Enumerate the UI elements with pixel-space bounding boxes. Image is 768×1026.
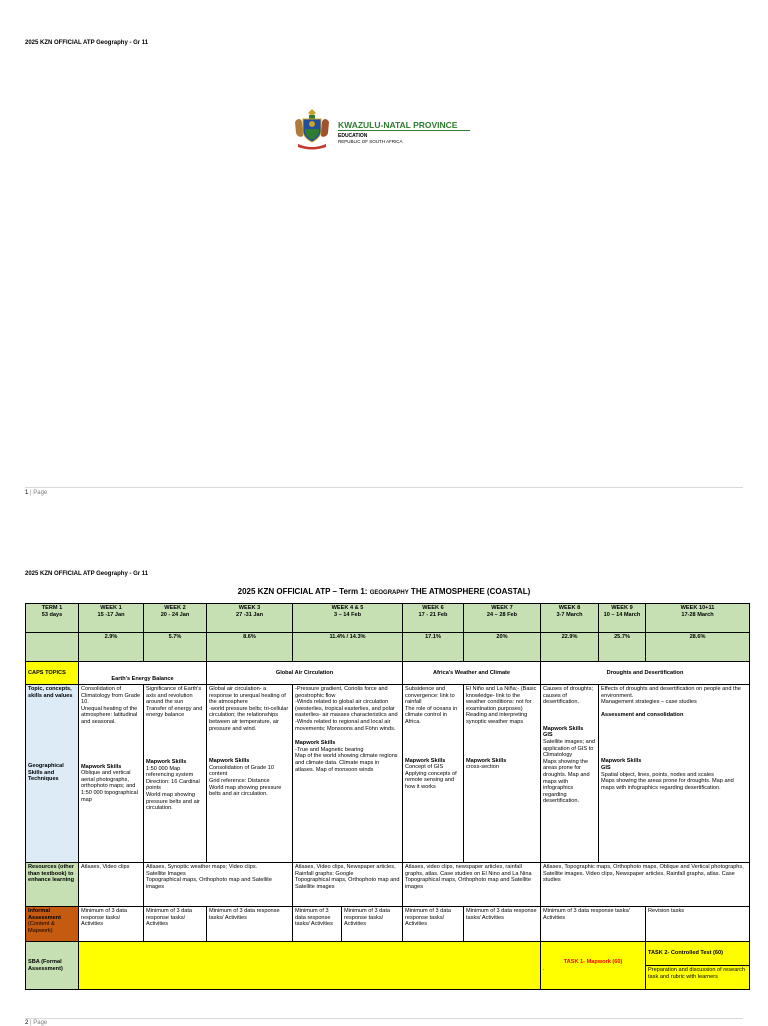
week-cell: WEEK 4 & 5 3 – 14 Feb	[293, 604, 403, 633]
logo-country: REPUBLIC OF SOUTH AFRICA	[338, 139, 403, 144]
topic-label-cell: Topic, concepts, skills and values Geographical Skills and Techniques	[26, 685, 79, 863]
sba-empty-cell	[79, 942, 541, 990]
week-header-row	[26, 604, 750, 633]
week6-cell: Subsidence and convergence: link to rainfall The role of oceans in climate control in Africa. Mapwork Skills Concept of GIS Applying concepts of remote sensing and how it works	[403, 685, 464, 863]
week8-cell: Causes of droughts; causes of desertification. Mapwork Skills GIS Satellite images; and application of GIS to Climatology Maps showing the areas prone for droughts. Map and maps with infographics regarding desertification.	[541, 685, 599, 863]
title-part: 2025 KZN OFFICIAL ATP – Term 1:	[237, 587, 370, 596]
week7-cell: El Niño and La Niña;- (Basic knowledge- link to the weather conditions: not for examination purposes) Reading and interpreting synoptic weather maps Mapwork Skills cross-section	[464, 685, 541, 863]
resource-cell: Atlases, Synoptic weather maps; Video clips. Satellite Images Topographical maps, Orthophoto map and Satellite images	[144, 863, 293, 907]
logo-dept: EDUCATION	[338, 133, 368, 139]
caps-topic: Africa's Weather and Climate	[403, 662, 541, 685]
page-header: 2025 KZN OFFICIAL ATP Geography - Gr 11	[25, 40, 149, 46]
week-cell: WEEK 10+11 17-28 March	[646, 604, 750, 633]
informal-cell: Minimum of 3 data response tasks/ Activities	[207, 907, 293, 942]
percent-cell: 22.9%	[541, 633, 599, 662]
week-cell: WEEK 9 10 – 14 March	[599, 604, 646, 633]
week-cell: WEEK 2 20 - 24 Jan	[144, 604, 207, 633]
page-number: 1	[25, 490, 29, 496]
sba-task2-note: Preparation and discussion of research task and rubric with learners	[646, 966, 750, 990]
percent-cell: 17.1%	[403, 633, 464, 662]
percent-row	[26, 633, 750, 662]
percent-cell: 2.9%	[79, 633, 144, 662]
atp-table	[25, 603, 750, 990]
sba-row	[26, 942, 750, 966]
resource-cell: Atlases, Video clips, Newspaper articles, Rainfall graphs: Google Topographical maps, Orthophoto map and Satellite images	[293, 863, 403, 907]
week3-cell: Global air circulation- a response to unequal heating of the atmosphere -world pressure belts; tri-cellular circulation; the relationships between air temperature, air pressure and wind. Mapwork Skills Consolidation of Grade 10 content Grid reference: Distance World map showing pressure belts and air circulation.	[207, 685, 293, 863]
page-header: 2025 KZN OFFICIAL ATP Geography - Gr 11	[25, 571, 149, 577]
informal-cell: Minimum of 3 data response tasks/ Activities	[293, 907, 342, 942]
title-subject: GEOGRAPHY	[369, 590, 409, 596]
sba-task2-cell: TASK 2- Controlled Test (60)	[646, 942, 750, 966]
caps-topic: Droughts and Desertification	[541, 662, 750, 685]
week-cell: WEEK 1 15 -17 Jan	[79, 604, 144, 633]
percent-cell: 11.4% / 14.3%	[293, 633, 403, 662]
logo-province-name: KWAZULU-NATAL PROVINCE	[338, 120, 458, 130]
week-cell: WEEK 8 3-7 March	[541, 604, 599, 633]
footer-divider	[25, 1018, 743, 1019]
informal-cell: Minimum of 3 data response tasks/ Activities	[342, 907, 403, 942]
page-number: 2	[25, 1020, 29, 1026]
percent-cell: 28.6%	[646, 633, 750, 662]
informal-label: Informal Assessment (Content & Mapwork)	[26, 907, 79, 942]
resources-row	[26, 863, 750, 907]
title-part: THE ATMOSPHERE (COASTAL)	[408, 587, 531, 596]
sba-label: SBA (Formal Assessment)	[26, 942, 79, 990]
resource-cell: Atlases, Topographic maps, Orthophoto maps, Oblique and Vertical photographs, Satellite images. Video clips, Newspaper articles, Rainfall graphs, atlas. Case studies	[541, 863, 750, 907]
informal-cell: Minimum of 3 data response tasks/ Activities	[464, 907, 541, 942]
document-title	[0, 587, 768, 596]
caps-label: CAPS TOPICS	[26, 662, 79, 685]
percent-cell: 8.6%	[207, 633, 293, 662]
footer-divider	[25, 487, 743, 488]
percent-cell: 5.7%	[144, 633, 207, 662]
page-word: Page	[33, 1020, 48, 1026]
informal-cell: Minimum of 3 data response tasks/ Activities	[79, 907, 144, 942]
informal-assessment-row	[26, 907, 750, 942]
caps-topic: Global Air Circulation	[207, 662, 403, 685]
topics-row	[26, 685, 750, 863]
resource-cell: Atlases, video clips, newspaper articles, rainfall graphs, atlas. Case studies on El Nino and La Nina Topographical maps, Orthophoto map and Satellite images	[403, 863, 541, 907]
week-cell: WEEK 3 27 -31 Jan	[207, 604, 293, 633]
informal-cell: Minimum of 3 data response tasks/ Activities	[144, 907, 207, 942]
week-cell: WEEK 6 17 - 21 Feb	[403, 604, 464, 633]
sba-task1-cell: TASK 1- Mapwork (60) .	[541, 942, 646, 990]
caps-topics-row	[26, 662, 750, 685]
caps-topic: Earth's Energy Balance	[79, 662, 207, 685]
resources-label: Resources (other than textbook) to enhance learning	[26, 863, 79, 907]
week1-cell: Consolidation of Climatology from Grade 10. Unequal heating of the atmosphere: latitudinal and seasonal. Mapwork Skills Oblique and vertical aerial photographs, orthophoto maps; and 1:50 000 topographical map	[79, 685, 144, 863]
week-cell: WEEK 7 24 – 28 Feb	[464, 604, 541, 633]
resource-cell: Atlases, Video clips	[79, 863, 144, 907]
week45-cell: -Pressure gradient, Coriolis force and geostrophic flow -Winds related to global air circulation (westerlies, tropical easterlies, and polar easterlies- air masses characteristics and -Winds related to regional and local air movements; Monsoons and Föhn winds. Mapwork Skills -True and Magnetic bearing Map of the world showing climate regions and climate data. Climate maps in atlases. Map of monsoon winds	[293, 685, 403, 863]
informal-cell: Minimum of 3 data response tasks/ Activities	[403, 907, 464, 942]
page-footer: 1 | Page	[25, 490, 48, 496]
percent-cell: 25.7%	[599, 633, 646, 662]
week2-cell: Significance of Earth's axis and revolution around the sun Transfer of energy and energy balance Mapwork Skills 1:50 000 Map referencing system Direction: 16 Cardinal points World map showing pressure belts and air circulation.	[144, 685, 207, 863]
week9-11-cell: Effects of droughts and desertification on people and the environment. Management strategies – case studies Assessment and consolidation Mapwork Skills GIS Spatial object, lines, points, nodes and scales Maps showing the areas prone for droughts. Map and maps with infographics regarding desertification.	[599, 685, 750, 863]
term-empty-cell	[26, 633, 79, 662]
page-footer: 2 | Page	[25, 1020, 48, 1026]
logo-divider	[338, 130, 470, 131]
informal-cell: Minimum of 3 data response tasks/ Activities	[541, 907, 646, 942]
percent-cell: 20%	[464, 633, 541, 662]
page-word: Page	[33, 490, 48, 496]
informal-cell: Revision tasks	[646, 907, 750, 942]
term-cell: TERM 1 53 days	[26, 604, 79, 633]
coat-of-arms-icon	[292, 106, 332, 150]
kzn-logo	[292, 106, 472, 150]
